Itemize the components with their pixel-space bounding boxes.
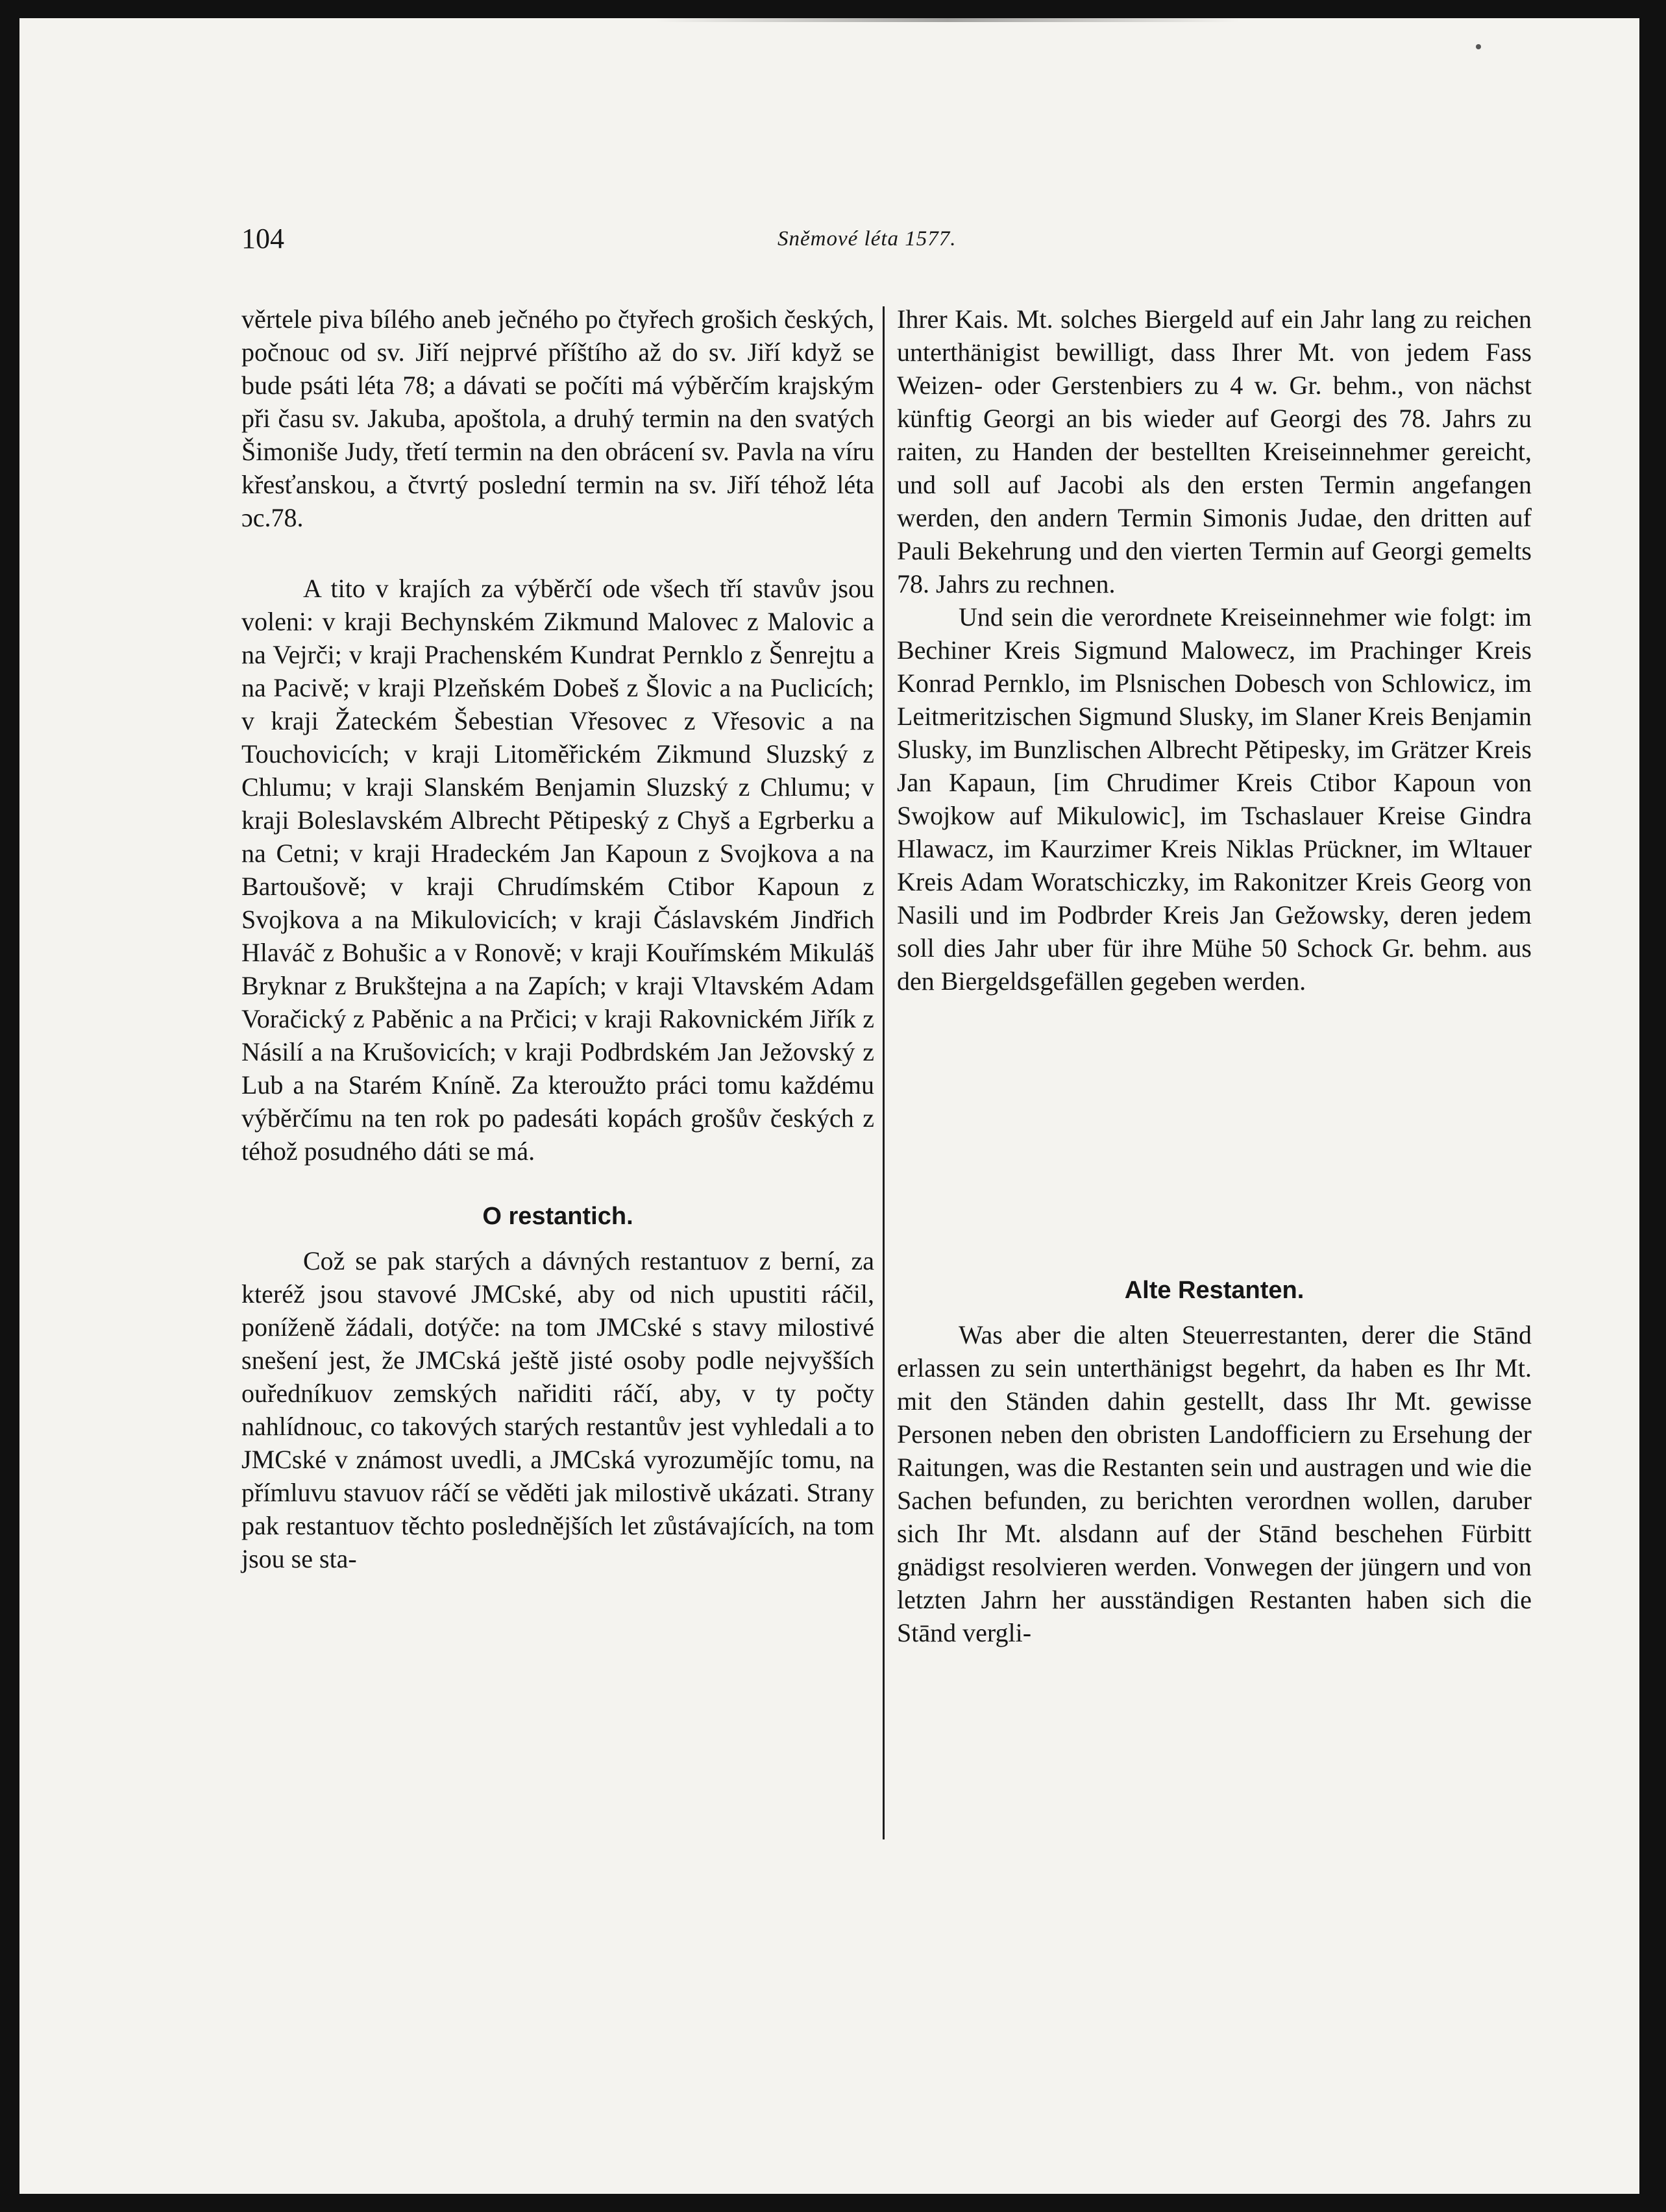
paragraph-gap bbox=[241, 1168, 874, 1198]
paragraph-gap bbox=[897, 998, 1532, 1272]
paragraph-gap bbox=[241, 534, 874, 572]
czech-intro-paragraph: věrtele piva bílého aneb ječného po čtyřech grošich českých, počnouc od sv. Jiří nejprvé příštího až do sv. Jiří když se bude psáti léta 78; a dávati se počíti má výběrčím krajským při času sv. Jakuba, apoštola, a druhý termin na den svatých Šimoniše Judy, třetí termin na den obrácení sv. Pavla na víru křesťanskou, a čtvrtý poslední termin na sv. Jiří téhož léta ɔc.78. bbox=[241, 304, 874, 532]
page-number: 104 bbox=[241, 223, 284, 254]
czech-section-heading: O restantich. bbox=[482, 1203, 633, 1230]
german-restants-paragraph: Was aber die alten Steuerrestanten, derer die Stānd erlassen zu sein unterthänigst begehrt, da haben es Ihr Mt. mit den Ständen dahin gestellt, dass Ihr Mt. gewisse Personen neben den obristen Landofficiern zu Ersehung der Raitungen, was die Restanten sein und austragen und wie die Sachen befunden, zu berichten verordnen wollen, daruber sich Ihr Mt. alsdann auf der Stānd beschehen Fürbitt gnädigst resolvieren werden. Vonwegen der jüngern und von letzten Jahrn her ausständigen Restanten haben sich die Stānd vergli- bbox=[897, 1320, 1532, 1647]
column-divider bbox=[883, 306, 885, 1839]
scan-speck bbox=[1476, 44, 1481, 49]
german-intro-paragraph: Ihrer Kais. Mt. solches Biergeld auf ein Jahr lang zu reichen unterthänigist bewilligt, dass Ihrer Mt. von jedem Fass Weizen- oder Gerstenbiers zu 4 w. Gr. behm., von nächst künftig Georgi an bis wieder auf Georgi des 78. Jahrs zu raiten, zu Handen der bestellten Kreiseinnehmer gereicht, und soll auf Jacobi als den ersten Termin angefangen werden, den andern Termin Simonis Judae, den dritten auf Pauli Bekehrung und den vierten Termin auf Georgi gemelts 78. Jahrs zu rechnen. bbox=[897, 304, 1532, 598]
scan-smudge bbox=[655, 18, 1240, 22]
german-collectors-paragraph: Und sein die verordnete Kreiseinnehmer wie folgt: im Bechiner Kreis Sigmund Malowecz, im Prachinger Kreis Konrad Pernklo, im Plsnischen Dobesch von Schlowicz, im Leitmeritzischen Sigmund Slusky, im Slaner Kreis Benjamin Slusky, im Bunzlischen Albrecht Pětipesky, im Grätzer Kreis Jan Kapaun, [im Chrudimer Kreis Ctibor Kapoun von Swojkow auf Mikulowic], im Tschaslauer Kreise Gindra Hlawacz, im Kaurzimer Kreis Niklas Prückner, im Wltauer Kreis Adam Woratschiczky, im Rakonitzer Kreis Georg von Nasili und im Podbrder Kreis Jan Gežowsky, deren jedem soll dies Jahr uber für ihre Mühe 50 Schock Gr. behm. aus den Biergeldsgefällen gegeben werden. bbox=[897, 602, 1532, 996]
german-column bbox=[897, 302, 1532, 1649]
running-title: Sněmové léta 1577. bbox=[778, 227, 957, 251]
czech-column bbox=[241, 302, 874, 1575]
czech-collectors-paragraph: A tito v krajích za výběrčí ode všech tří stavův jsou voleni: v kraji Bechynském Zikmund Malovec z Malovic a na Vejrči; v kraji Prachenském Kundrat Pernklo z Šenrejtu a na Pacivě; v kraji Plzeňském Dobeš z Šlovic a na Puclicích; v kraji Žateckém Šebestian Vřesovec z Vřesovic a na Touchovicích; v kraji Litoměřickém Zikmund Sluzský z Chlumu; v kraji Slanském Benjamin Sluzský z Chlumu; v kraji Boleslavském Albrecht Pětipeský z Chyš a Egrberku a na Cetni; v kraji Hradeckém Jan Kapoun z Svojkova a na Bartoušově; v kraji Chrudímském Ctibor Kapoun z Svojkova a na Mikulovicích; v kraji Čáslavském Jindřich Hlaváč z Bohušic a v Ronově; v kraji Kouřímském Mikuláš Bryknar z Brukštejna a na Zapích; v kraji Vltavském Adam Voračický z Paběnic a na Prčici; v kraji Rakovnickém Jiřík z Násilí a na Krušovicích; v kraji Podbrdském Jan Ježovský z Lub a na Starém Kníně. Za kteroužto práci tomu každému výběrčímu na ten rok po padesáti kopách grošův českých z téhož posudného dáti se má. bbox=[241, 574, 874, 1166]
german-section-heading: Alte Restanten. bbox=[1124, 1277, 1305, 1304]
czech-restants-paragraph: Což se pak starých a dávných restantuov z berní, za kteréž jsou stavové JMCské, aby od nich upustiti ráčil, poníženě žádali, dotýče: na tom JMCské s stavy milostivé snešení jest, že JMCská ještě jisté osoby podle nejvyšších ouředníkuov zemských nařiditi ráčí, aby, v ty počty nahlídnouc, co takových starých restantův jest vyhledali a to JMCské v známost uvedli, a JMCská vyrozumějíc tomu, na přímluvu stavuov ráčí se věděti jak milostivě ukázati. Strany pak restantuov těchto posledněјších let zůstávajících, na tom jsou se sta- bbox=[241, 1246, 874, 1573]
document-page bbox=[19, 18, 1639, 2194]
